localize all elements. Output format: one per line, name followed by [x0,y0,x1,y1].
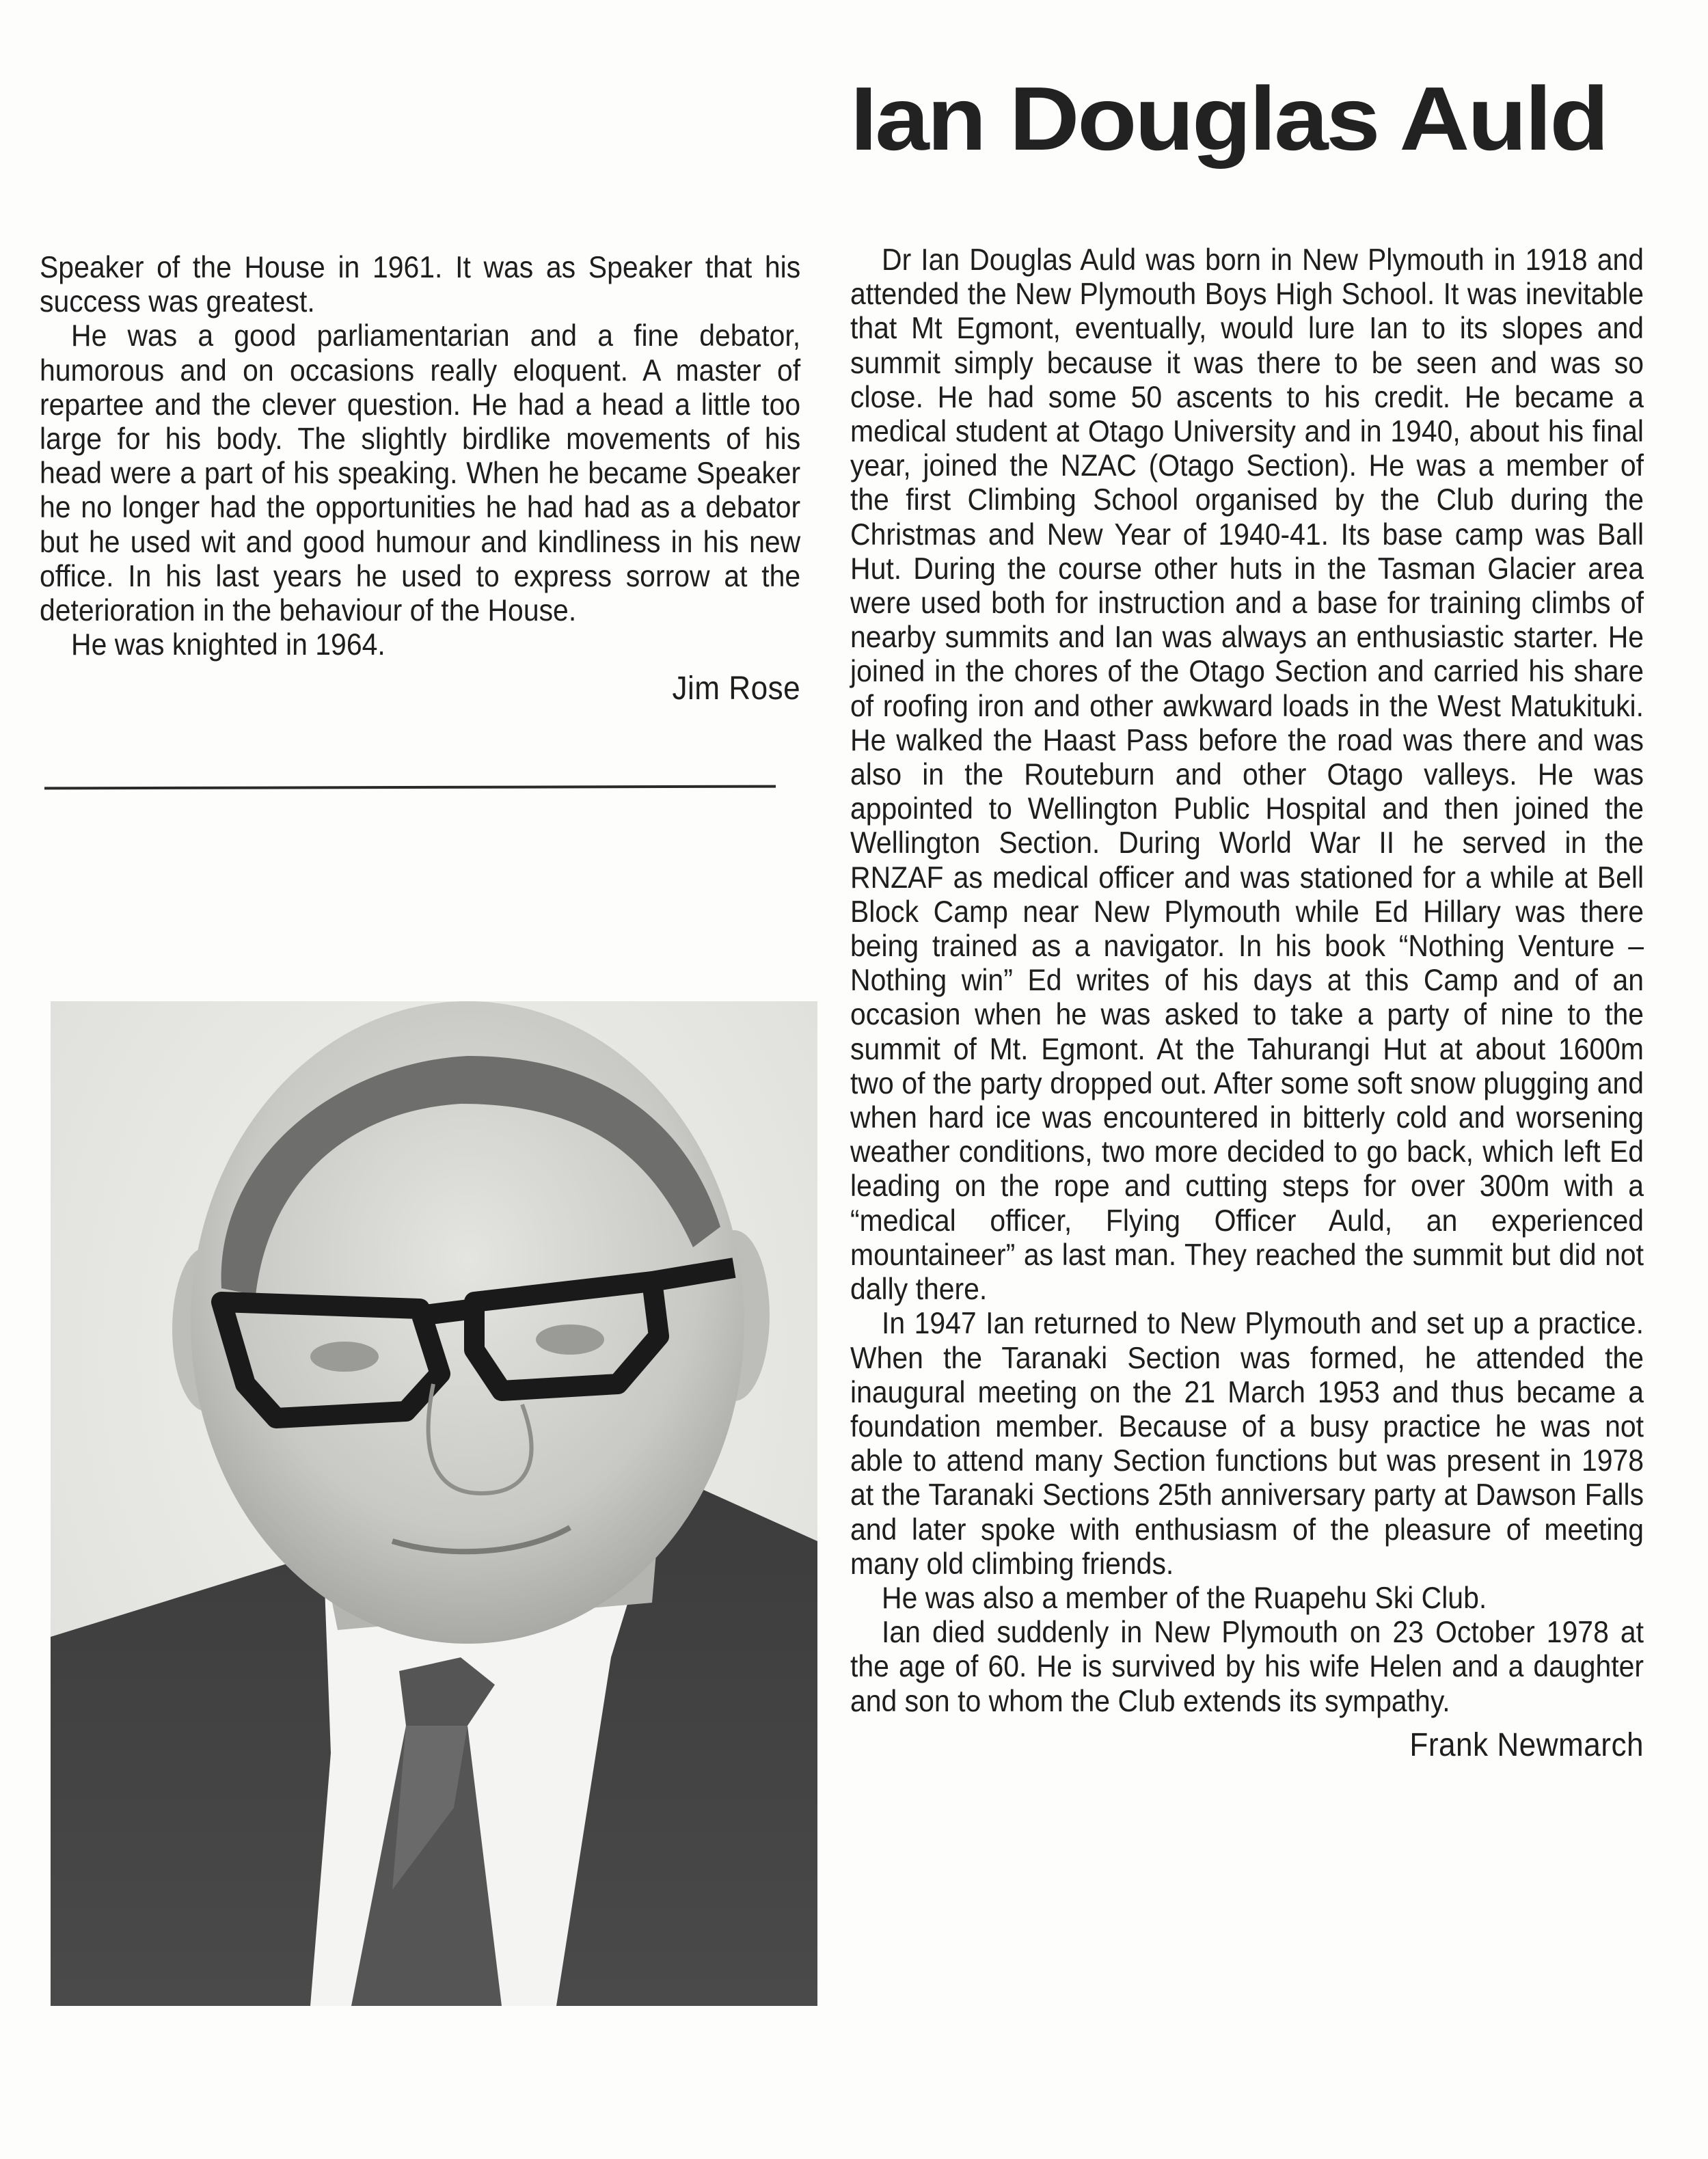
paragraph: Ian died suddenly in New Plymouth on 23 October 1978 at the age of 60. He is survived by his wife Helen and a daughter and son to whom the Club extends its sympathy. [850,1616,1644,1718]
section-divider [44,785,776,790]
paragraph: Speaker of the House in 1961. It was as Speaker that his success was greatest. [40,251,801,319]
paragraph: In 1947 Ian returned to New Plymouth and set up a practice. When the Taranaki Section was formed, he attended the inaugural meeting on the 21 March 1953 and thus became a foundation member. Because of a busy practice he was not able to attend many Section functions but was present in 1978 at the Taranaki Sections 25th anniversary party at Dawson Falls and later spoke with enthusiasm of the pleasure of meeting many old climbing friends. [850,1307,1644,1581]
paragraph: He was knighted in 1964. [71,628,385,662]
paragraph: He was also a member of the Ruapehu Ski Club. [882,1581,1487,1615]
portrait-photo [51,1001,817,2006]
paragraph: He was a good parliamentarian and a fine debator, humorous and on occasions really eloquent. A master of repartee and the clever question. He had a head a little too large for his body. The slightly birdlike movements of his head were a part of his speaking. When he became Speaker he no longer had the opportunities he had had as a debator but he used wit and good humour and kindliness in his new office. In his last years he used to express sorrow at the deterioration in the behaviour of the House. [40,319,801,628]
portrait-image [51,1001,817,2006]
left-column [40,251,800,707]
paragraph: Dr Ian Douglas Auld was born in New Plymouth in 1918 and attended the New Plymouth Boys High School. It was inevitable that Mt Egmont, eventually, would lure Ian to its slopes and summit simply because it was there to be seen and was so close. He had some 50 ascents to his credit. He became a medical student at Otago University and in 1940, about his final year, joined the NZAC (Otago Section). He was a member of the first Climbing School organised by the Club during the Christmas and New Year of 1940-41. Its base camp was Ball Hut. During the course other huts in the Tasman Glacier area were used both for instruction and a base for training climbs of nearby summits and Ian was always an enthusiastic starter. He joined in the chores of the Otago Section and carried his share of roofing iron and other awkward loads in the West Matukituki. He walked the Haast Pass before the road was there and was also in the Routeburn and other Otago valleys. He was appointed to Wellington Public Hospital and then joined the Wellington Section. During World War II he served in the RNZAF as medical officer and was stationed for a while at Bell Block Camp near New Plymouth while Ed Hillary was there being trained as a navigator. In his book “Nothing Venture – Nothing win” Ed writes of his days at this Camp and of an occasion when he was asked to take a party of nine to the summit of Mt. Egmont. At the Tahurangi Hut at about 1600m two of the party dropped out. After some soft snow plugging and when hard ice was encountered in bitterly cold and worsening weather conditions, two more decided to go back, which left Ed leading on the rope and cutting steps for over 300m with a “medical officer, Flying Officer Auld, an experienced mountaineer” as last man. They reached the summit but did not dally there. [850,243,1644,1307]
right-column [850,243,1644,1763]
author-signature: Jim Rose [672,670,801,707]
page-title: Ian Douglas Auld [850,68,1607,169]
author-signature: Frank Newmarch [1409,1726,1644,1763]
